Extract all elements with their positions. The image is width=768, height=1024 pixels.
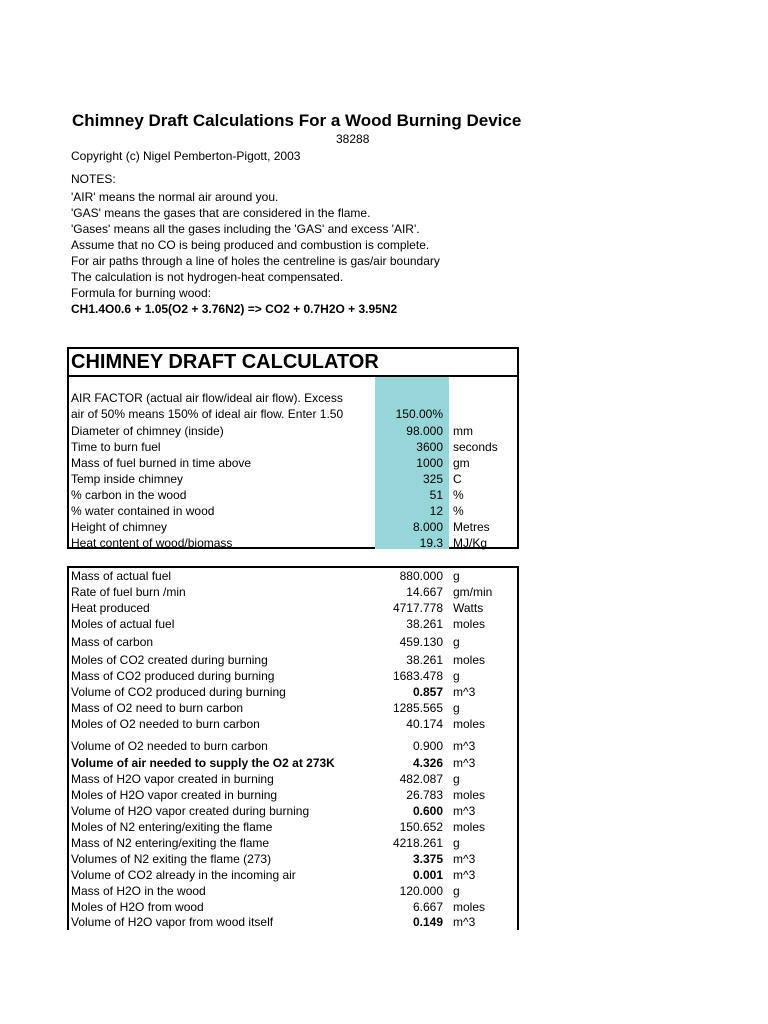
air-factor-row: [71, 390, 519, 422]
note-line: Assume that no CO is being produced and combustion is complete.: [71, 238, 430, 252]
result-row: [71, 684, 519, 700]
result-label: Moles of H2O from wood: [71, 900, 204, 914]
result-value: 1285.565: [392, 701, 443, 715]
air-factor-label-line2: air of 50% means 150% of ideal air flow. Enter 1.50: [71, 407, 344, 421]
fuel-mass-input[interactable]: 1000: [416, 456, 443, 470]
input-unit: gm: [453, 456, 470, 470]
result-unit: g: [453, 569, 460, 583]
result-value: 0.900: [412, 739, 443, 753]
result-unit: moles: [453, 717, 486, 731]
input-label: Heat content of wood/biomass: [71, 536, 233, 550]
result-label: Volumes of N2 exiting the flame (273): [71, 852, 272, 866]
input-label: Temp inside chimney: [71, 472, 184, 486]
result-label: Volume of O2 needed to burn carbon: [71, 739, 268, 753]
result-label: Mass of N2 entering/exiting the flame: [71, 836, 270, 850]
result-unit: m^3: [453, 756, 476, 770]
note-line: The calculation is not hydrogen-heat compensated.: [71, 270, 344, 284]
input-label: % water contained in wood: [71, 504, 215, 518]
result-label: Volume of air needed to supply the O2 at 273K: [71, 756, 335, 770]
result-unit: moles: [453, 820, 486, 834]
chimney-height-input[interactable]: 8.000: [412, 520, 443, 534]
result-row: [71, 652, 519, 668]
result-unit: gm/min: [453, 585, 493, 599]
result-unit: g: [453, 701, 460, 715]
result-row: [71, 803, 519, 819]
result-unit: g: [453, 836, 460, 850]
result-unit: moles: [453, 617, 486, 631]
results-box: [67, 566, 519, 930]
result-label: Mass of O2 need to burn carbon: [71, 701, 244, 715]
result-value: 150.652: [399, 820, 443, 834]
result-unit: Watts: [453, 601, 484, 615]
result-value: 3.375: [412, 852, 443, 866]
result-row: [71, 771, 519, 787]
input-row: [71, 471, 519, 487]
result-unit: moles: [453, 900, 486, 914]
result-unit: m^3: [453, 868, 476, 882]
result-row: [71, 568, 519, 584]
result-row: [71, 755, 519, 771]
calculator-heading: CHIMNEY DRAFT CALCULATOR: [69, 349, 517, 377]
result-value: 6.667: [412, 900, 443, 914]
chimney-temp-input[interactable]: 325: [422, 472, 443, 486]
result-unit: g: [453, 884, 460, 898]
input-row: [71, 423, 519, 439]
result-row: [71, 738, 519, 754]
result-unit: m^3: [453, 685, 476, 699]
result-value: 4717.778: [392, 601, 443, 615]
result-unit: g: [453, 669, 460, 683]
document-title: Chimney Draft Calculations For a Wood Burning Device: [72, 111, 522, 130]
result-label: Volume of CO2 produced during burning: [71, 685, 286, 699]
copyright-line: Copyright (c) Nigel Pemberton-Pigott, 2003: [71, 149, 301, 163]
result-unit: moles: [453, 653, 486, 667]
input-label: % carbon in the wood: [71, 488, 187, 502]
air-factor-input[interactable]: 150.00%: [395, 407, 443, 421]
result-label: Moles of H2O vapor created in burning: [71, 788, 278, 802]
result-value: 4218.261: [392, 836, 443, 850]
result-row: [71, 899, 519, 915]
input-label: Mass of fuel burned in time above: [71, 456, 252, 470]
result-label: Volume of H2O vapor created during burning: [71, 804, 310, 818]
result-value: 38.261: [406, 653, 443, 667]
note-line: 'AIR' means the normal air around you.: [71, 190, 279, 204]
input-label: Diameter of chimney (inside): [71, 424, 224, 438]
result-value: 0.857: [412, 685, 443, 699]
result-row: [71, 787, 519, 803]
input-row: [71, 487, 519, 503]
result-value: 0.149: [412, 915, 443, 929]
result-row: [71, 600, 519, 616]
result-label: Mass of H2O in the wood: [71, 884, 206, 898]
result-row: [71, 584, 519, 600]
note-line: Formula for burning wood:: [71, 286, 212, 300]
result-value: 26.783: [406, 788, 443, 802]
carbon-percent-input[interactable]: 51: [429, 488, 443, 502]
input-row: [71, 439, 519, 455]
input-unit: Metres: [453, 520, 490, 534]
input-label: Time to burn fuel: [71, 440, 161, 454]
result-value: 1683.478: [392, 669, 443, 683]
result-row: [71, 851, 519, 867]
input-unit: C: [453, 472, 462, 486]
input-row: [71, 519, 519, 535]
result-value: 459.130: [399, 635, 443, 649]
result-row: [71, 867, 519, 883]
result-value: 120.000: [399, 884, 443, 898]
input-unit: mm: [453, 424, 473, 438]
result-label: Rate of fuel burn /min: [71, 585, 186, 599]
result-row: [71, 700, 519, 716]
date-code: 38288: [336, 132, 370, 146]
result-unit: moles: [453, 788, 486, 802]
result-value: 14.667: [406, 585, 443, 599]
note-line: For air paths through a line of holes the centreline is gas/air boundary: [71, 254, 440, 268]
result-row: [71, 914, 519, 930]
water-percent-input[interactable]: 12: [429, 504, 443, 518]
result-row: [71, 668, 519, 684]
note-line: 'Gases' means all the gases including the 'GAS' and excess 'AIR'.: [71, 222, 420, 236]
result-value: 482.087: [399, 772, 443, 786]
input-row: [71, 455, 519, 471]
result-label: Moles of N2 entering/exiting the flame: [71, 820, 273, 834]
result-label: Mass of carbon: [71, 635, 154, 649]
result-label: Mass of CO2 produced during burning: [71, 669, 275, 683]
notes-heading: NOTES:: [71, 172, 116, 186]
result-label: Moles of actual fuel: [71, 617, 175, 631]
heat-content-input[interactable]: 19.3: [419, 536, 443, 550]
result-row: [71, 835, 519, 851]
result-row: [71, 819, 519, 835]
result-value: 880.000: [399, 569, 443, 583]
input-unit: MJ/Kg: [453, 536, 488, 550]
result-row: [71, 634, 519, 650]
result-row: [71, 616, 519, 632]
result-label: Volume of H2O vapor from wood itself: [71, 915, 274, 929]
result-row: [71, 716, 519, 732]
result-label: Heat produced: [71, 601, 150, 615]
air-factor-label: [71, 390, 343, 422]
result-unit: g: [453, 772, 460, 786]
diameter-input[interactable]: 98.000: [406, 424, 443, 438]
input-label: Height of chimney: [71, 520, 168, 534]
result-label: Mass of H2O vapor created in burning: [71, 772, 274, 786]
result-value: 0.001: [412, 868, 443, 882]
result-label: Volume of CO2 already in the incoming air: [71, 868, 296, 882]
input-unit: %: [453, 488, 464, 502]
input-row: [71, 535, 519, 551]
result-unit: m^3: [453, 804, 476, 818]
result-value: 4.326: [412, 756, 443, 770]
result-label: Moles of O2 needed to burn carbon: [71, 717, 260, 731]
result-label: Mass of actual fuel: [71, 569, 172, 583]
input-row: [71, 503, 519, 519]
input-unit: seconds: [453, 440, 498, 454]
combustion-formula: CH1.4O0.6 + 1.05(O2 + 3.76N2) => CO2 + 0.7H2O + 3.95N2: [71, 302, 398, 316]
burn-time-input[interactable]: 3600: [416, 440, 443, 454]
result-label: Moles of CO2 created during burning: [71, 653, 268, 667]
result-unit: m^3: [453, 739, 476, 753]
input-unit: %: [453, 504, 464, 518]
note-line: 'GAS' means the gases that are considered in the flame.: [71, 206, 371, 220]
result-unit: m^3: [453, 915, 476, 929]
calculator-box: [67, 347, 519, 549]
result-value: 38.261: [406, 617, 443, 631]
result-row: [71, 883, 519, 899]
air-factor-label-line1: AIR FACTOR (actual air flow/ideal air flow). Excess: [71, 391, 343, 405]
result-unit: m^3: [453, 852, 476, 866]
result-value: 0.600: [412, 804, 443, 818]
result-unit: g: [453, 635, 460, 649]
result-value: 40.174: [406, 717, 443, 731]
